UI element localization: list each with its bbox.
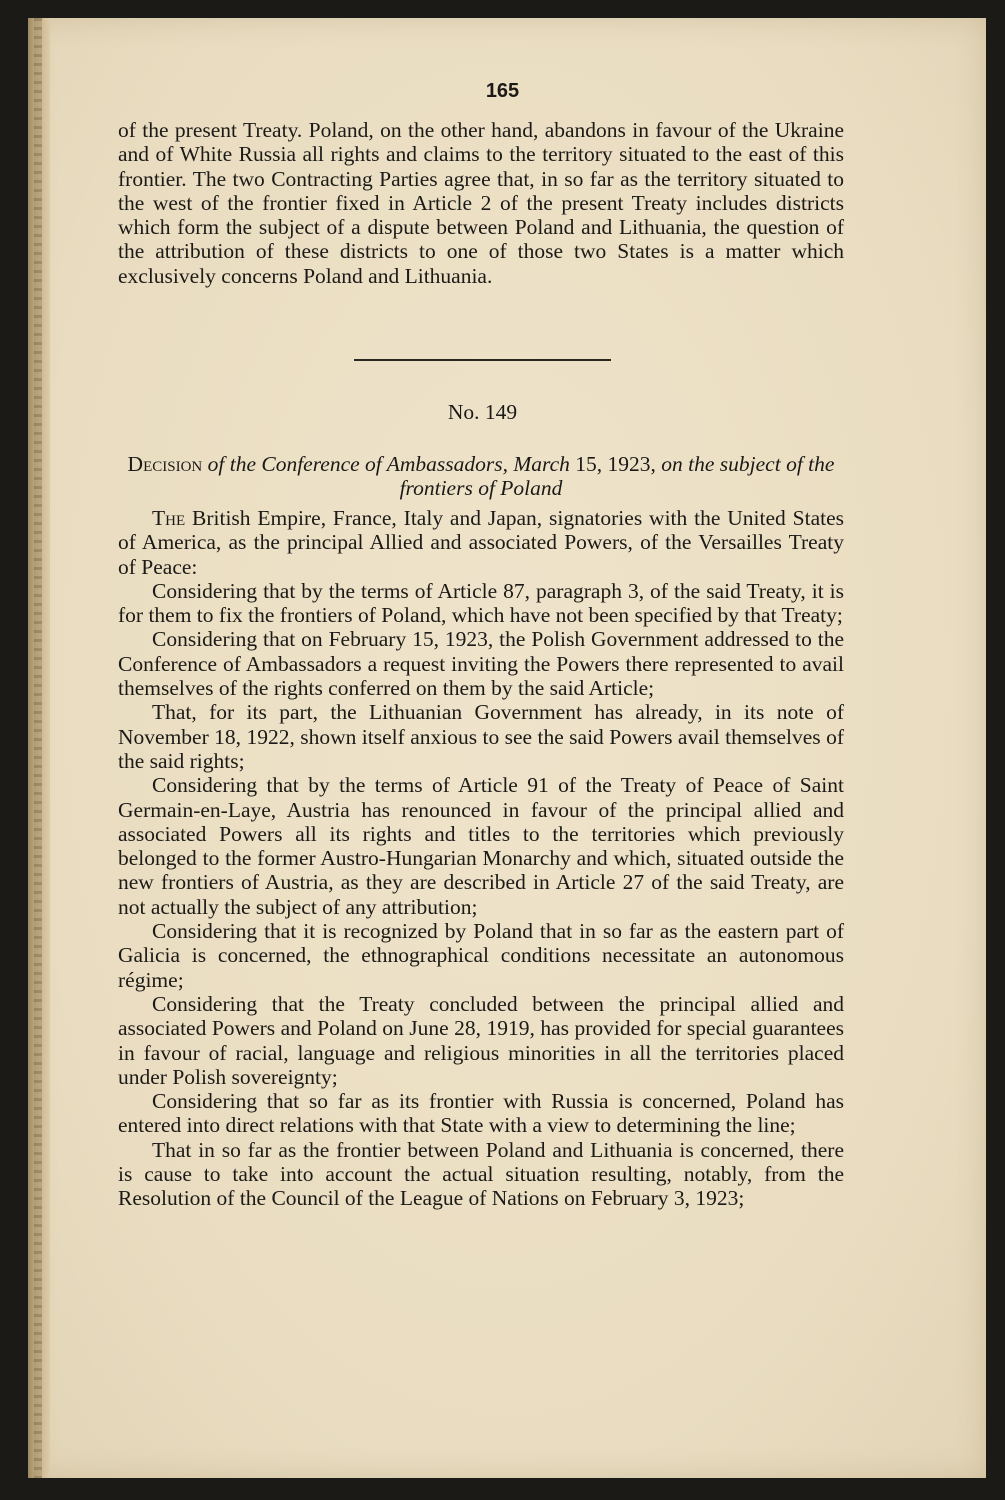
body-paragraph: Considering that it is recognized by Poland that in so far as the eastern part of Galicia is concerned, the ethnographical conditions necessitate an autonomous régime; bbox=[118, 919, 844, 992]
paragraph-lead-word: The bbox=[152, 506, 186, 530]
decision-title-lead: Decision bbox=[127, 452, 203, 476]
body-paragraph: Considering that the Treaty concluded between the principal allied and associated Powers and Poland on June 28, 1919, has provided for special guarantees in favour of racial, language and religious minorities in all the territories placed under Polish sovereignty; bbox=[118, 991, 844, 1089]
decision-title-date: 15, 1923, bbox=[575, 452, 656, 476]
binding-stitching bbox=[34, 18, 42, 1478]
body-paragraph: Considering that by the terms of Article 91 of the Treaty of Peace of Saint Germain-en-Laye, Austria has renounced in favour of the principal allied and associated Powers all its rights and titles to the territories which previously belonged to the former Austro-Hungarian Monarchy and which, situated outside the new frontiers of Austria, as they are described in Article 27 of the said Treaty, are not actually the subject of any attribution; bbox=[118, 773, 844, 919]
decision-title-part-2: on the subject of the frontiers of Poland bbox=[399, 452, 835, 501]
body-paragraph: Considering that so far as its frontier with Russia is concerned, Poland has entered into direct relations with that State with a view to determining the line; bbox=[118, 1089, 844, 1138]
body-paragraph: Considering that on February 15, 1923, the Polish Government addressed to the Conference of Ambassadors a request inviting the Powers there represented to avail themselves of the rights conferred on them by the said Article; bbox=[118, 627, 844, 701]
body-paragraph bbox=[118, 506, 844, 579]
decision-title bbox=[118, 452, 844, 501]
opening-paragraph: of the present Treaty. Poland, on the other hand, abandons in favour of the Ukraine and of White Russia all rights and claims to the territory situated to the east of this frontier. The two Contracting Parties agree that, in so far as the territory situated to the west of the frontier fixed in Article 2 of the present Treaty includes districts which form the subject of a dispute between Poland and Lithuania, the question of the attribution of these districts to one of those two States is a matter which exclusively concerns Poland and Lithuania. bbox=[118, 118, 844, 288]
body-paragraph: That, for its part, the Lithuanian Government has already, in its note of November 18, 1922, shown itself anxious to see the said Powers avail themselves of the said rights; bbox=[118, 700, 844, 773]
section-divider bbox=[354, 359, 611, 361]
paragraph-text: British Empire, France, Italy and Japan, signatories with the United States of America, as the principal Allied and associated Powers, of the Versailles Treaty of Peace: bbox=[118, 506, 844, 579]
document-number: No. 149 bbox=[447, 400, 518, 424]
decision-title-part-1: of the Conference of Ambassadors, March bbox=[207, 452, 570, 476]
body-paragraph: That in so far as the frontier between Poland and Lithuania is concerned, there is cause to take into account the actual situation resulting, notably, from the Resolution of the Council of the League of Nations on February 3, 1923; bbox=[118, 1137, 844, 1211]
decision-body bbox=[118, 506, 844, 1211]
body-paragraph: Considering that by the terms of Article 87, paragraph 3, of the said Treaty, it is for them to fix the frontiers of Poland, which have not been specified by that Treaty; bbox=[118, 578, 844, 628]
page-number: 165 bbox=[485, 80, 520, 102]
